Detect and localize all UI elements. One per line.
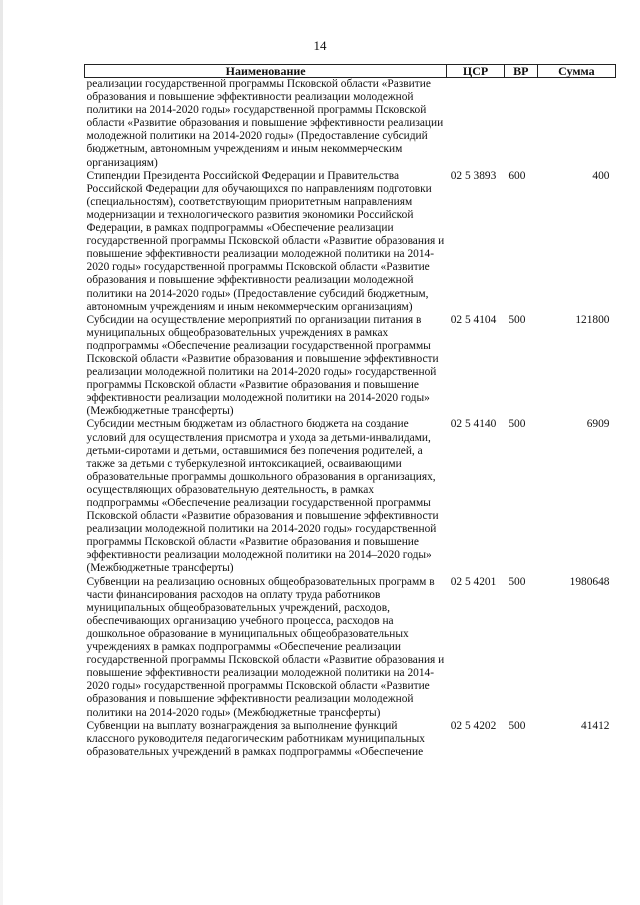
- row-sum: 400: [592, 169, 610, 182]
- row-sum: 1980648: [569, 575, 610, 588]
- row-name: Субсидии на осуществление мероприятий по организации питания в муниципальных общеобразовательных учреждениях в рамках подпрограммы «Обеспечение реализации государственной программы Псковской области «Развитие образования и повышение эффективности реализации молодежной политики на 2014-2020 годы» государственной программы Псковской области «Развитие образования и повышение эффективности реализации молодежной политики на 2014-2020 годы» (Межбюджетные трансферты): [86, 313, 439, 418]
- row-sum: 41412: [581, 719, 610, 732]
- row-vr: 500: [508, 313, 526, 326]
- row-csr: 02 5 3893: [450, 169, 497, 182]
- header-vr: ВР: [504, 65, 537, 78]
- row-sum: [537, 78, 615, 170]
- row-vr: 600: [508, 169, 526, 182]
- row-name: реализации государственной программы Псковской области «Развитие образования и повышение эффективности реализации молодежной политики на 2014-2020 годы» государственной программы Псковской области «Развитие образования и повышение эффективности реализации молодежной политики на 2014-2020 годы» (Предоставление субсидий бюджетным, автономным учреждениям и иным некоммерческим организациям): [86, 78, 444, 169]
- row-csr: 02 5 4201: [450, 575, 497, 588]
- table-row: [85, 576, 616, 720]
- row-sum: 121800: [575, 313, 610, 326]
- header-csr: ЦСР: [447, 65, 505, 78]
- row-name: Стипендии Президента Российской Федерации и Правительства Российской Федерации для обучающихся по направлениям подготовки (специальностям), соответствующим приоритетным направлениям модернизации и технологического развития экономики Российской Федерации, в рамках подпрограммы «Обеспечение реализации государственной программы Псковской области «Развитие образования и повышение эффективности реализации молодежной политики на 2014-2020 годы» государственной программы Псковской области «Развитие образования и повышение эффективности реализации молодежной политики на 2014-2020 годы» (Предоставление субсидий бюджетным, автономным учреждениям и иным некоммерческим организациям): [86, 169, 445, 313]
- budget-table: [84, 64, 616, 759]
- table-row: [85, 78, 616, 170]
- header-sum: Сумма: [537, 65, 615, 78]
- scan-edge: [0, 0, 3, 905]
- row-csr: 02 5 4202: [450, 719, 497, 732]
- row-csr: 02 5 4104: [450, 313, 497, 326]
- row-name: Субвенции на выплату вознаграждения за выполнение функций классного руководителя педагогическим работникам муниципальных образовательных учреждений в рамках подпрограммы «Обеспечение: [86, 719, 425, 758]
- row-vr: 500: [508, 575, 526, 588]
- row-csr: [447, 78, 505, 170]
- row-name: Субвенции на реализацию основных общеобразовательных программ в части финансирования расходов на оплату труда работников муниципальных общеобразовательных учреждений, расходов, обеспечивающих организацию учебного процесса, расходов на дошкольное образование в муниципальных общеобразовательных учреждениях в рамках подпрограммы «Обеспечение реализации государственной программы Псковской области «Развитие образования и повышение эффективности реализации молодежной политики на 2014-2020 годы» государственной программы Псковской области «Развитие образования и повышение эффективности реализации молодежной политики на 2014-2020 годы» (Межбюджетные трансферты): [86, 575, 445, 719]
- row-sum: 6909: [586, 418, 610, 431]
- row-csr: 02 5 4140: [450, 418, 497, 431]
- row-name: Субсидии местным бюджетам из областного бюджета на создание условий для осуществления присмотра и ухода за детьми-инвалидами, детьми-сиротами и детьми, оставшимися без попечения родителей, а также за детьми с туберкулезной интоксикацией, осваивающими образовательные программы дошкольного образования в организациях, осуществляющих образовательную деятельность, в рамках подпрограммы «Обеспечение реализации государственной программы Псковской области «Развитие образования и повышение эффективности реализации молодежной политики на 2014-2020 годы» государственной программы Псковской области «Развитие образования и повышение эффективности реализации молодежной политики на 2014–2020 годы» (Межбюджетные трансферты): [86, 418, 439, 575]
- table-row: [85, 314, 616, 419]
- header-name: Наименование: [85, 65, 447, 78]
- table-header-row: [85, 65, 616, 78]
- row-vr: 500: [508, 418, 526, 431]
- table-row: [85, 418, 616, 575]
- table-row: [85, 720, 616, 759]
- page-number: 14: [313, 38, 327, 53]
- row-vr: 500: [508, 719, 526, 732]
- row-vr: [504, 78, 537, 170]
- table-row: [85, 170, 616, 314]
